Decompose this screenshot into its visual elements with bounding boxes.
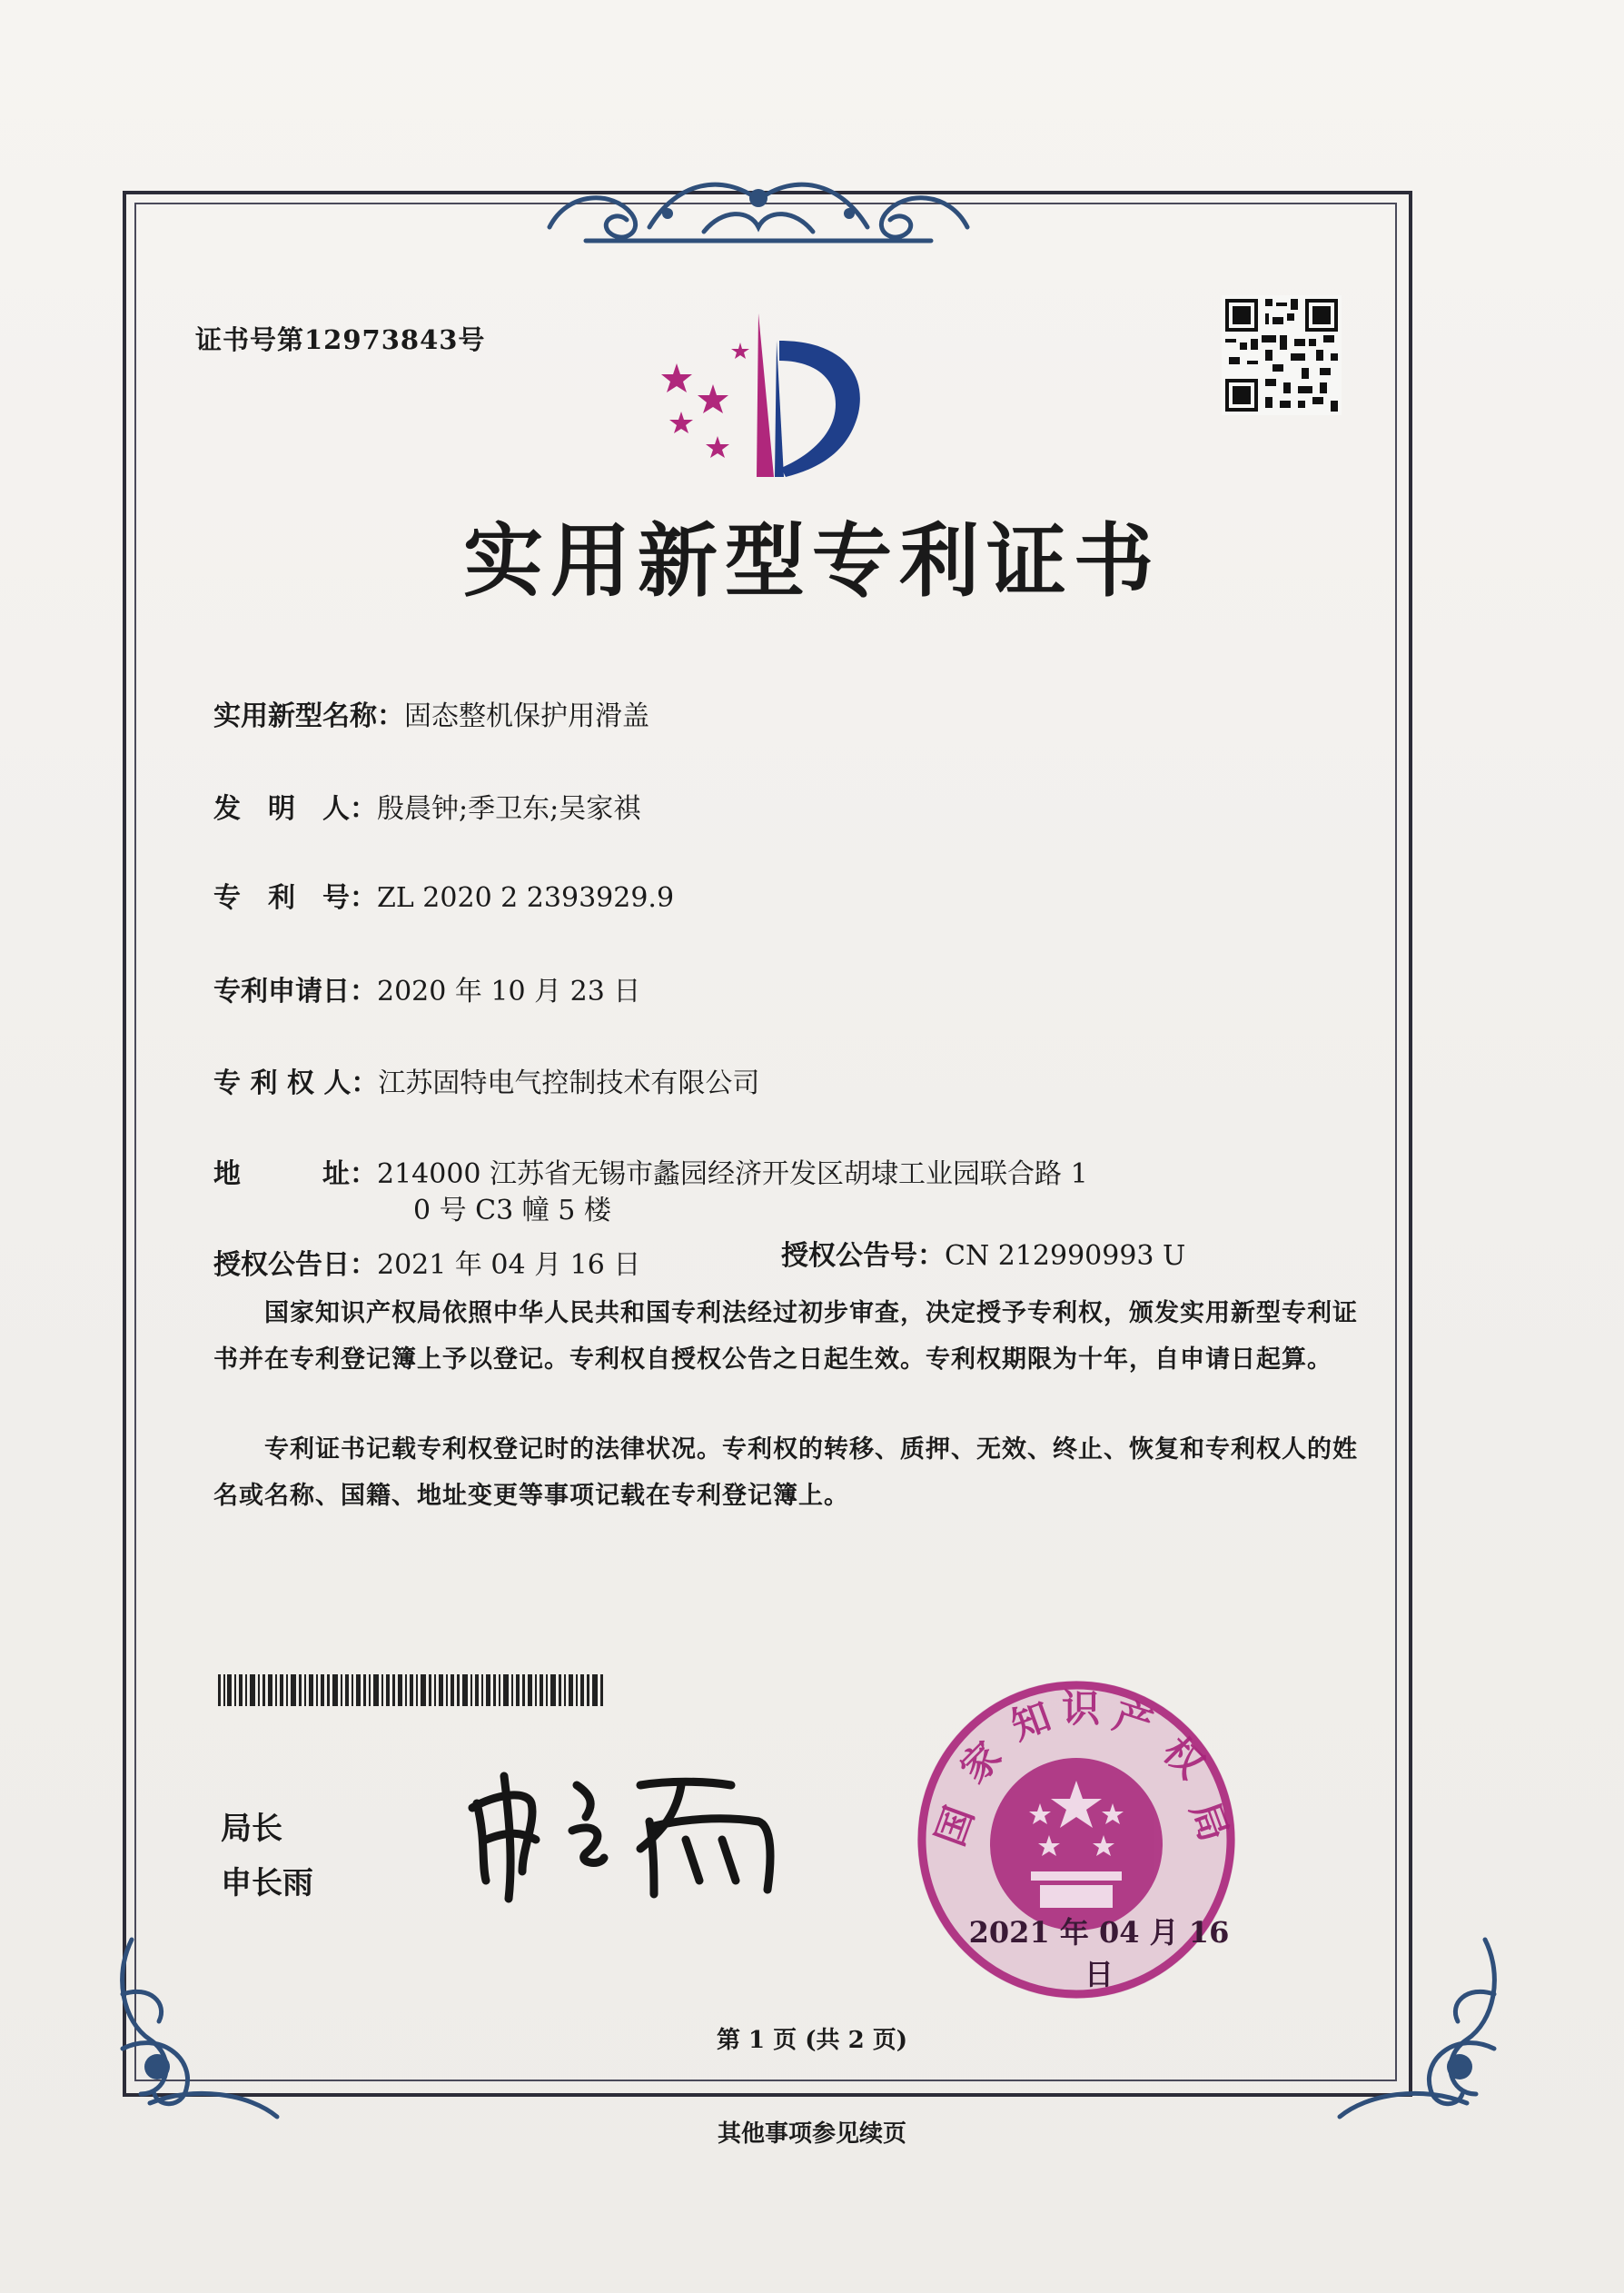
patent-number-row [213, 875, 674, 915]
grant-date-value: 2021 年 04 月 16 日 [377, 1249, 641, 1281]
filing-date-label: 专利申请日： [213, 976, 377, 1008]
grant-number-value: CN 212990993 U [945, 1240, 1186, 1272]
filing-date-value: 2020 年 10 月 23 日 [377, 976, 641, 1008]
svg-text:识: 识 [1061, 1686, 1101, 1731]
director-name: 申长雨 [221, 1865, 313, 1901]
director-title: 局长 [221, 1811, 282, 1847]
utility-name-value: 固态整机保护用滑盖 [404, 700, 649, 732]
patentee-row [213, 1060, 759, 1100]
legal-paragraph-2: 专利证书记载专利权登记时的法律状况。专利权的转移、质押、无效、终止、恢复和专利权人的姓名或名称、国籍、地址变更等事项记载在专利登记簿上。 [213, 1435, 1358, 1510]
address-value-line1: 214000 江苏省无锡市蠡园经济开发区胡埭工业园联合路 1 [377, 1158, 1088, 1190]
inventor-row [213, 786, 640, 826]
grant-date-label: 授权公告日： [213, 1249, 377, 1281]
svg-text:家: 家 [951, 1732, 1010, 1792]
address-row-2 [413, 1187, 611, 1227]
qr-code-icon [1222, 295, 1342, 415]
page-number: 第 1 页 (共 2 页) [716, 2027, 908, 2054]
cnipa-logo-icon [649, 304, 876, 486]
patentee-value: 江苏固特电气控制技术有限公司 [378, 1067, 760, 1099]
grant-date-row [213, 1242, 640, 1282]
patentee-label: 专 利 权 人： [213, 1067, 379, 1099]
legal-paragraph-1: 国家知识产权局依照中华人民共和国专利法经过初步审查，决定授予专利权，颁发实用新型专利证书并在专利登记簿上予以登记。专利权自授权公告之日起生效。专利权期限为十年，自申请日起算。 [213, 1299, 1358, 1374]
svg-text:产: 产 [1107, 1692, 1159, 1748]
utility-name-label: 实用新型名称： [213, 700, 404, 732]
svg-text:局: 局 [1182, 1795, 1237, 1848]
inventor-value: 殷晨钟;季卫东;吴家祺 [377, 793, 641, 825]
director-signature [459, 1767, 804, 1903]
filing-date-row [213, 968, 640, 1008]
svg-text:国: 国 [927, 1800, 983, 1852]
certificate-title: 实用新型专利证书 [462, 513, 1161, 608]
certificate-number: 证书号第12973843号 [195, 324, 486, 355]
address-value-line2: 0 号 C3 幢 5 楼 [413, 1195, 611, 1226]
seal-date: 2021 年 04 月 16 日 [968, 1915, 1230, 1991]
patent-number-value: ZL 2020 2 2393929.9 [377, 882, 675, 914]
svg-text:权: 权 [1154, 1728, 1213, 1787]
address-row [213, 1151, 1088, 1191]
utility-name-row [213, 693, 649, 733]
grant-number-row [781, 1233, 1185, 1273]
address-label: 地 址： [213, 1158, 377, 1190]
barcode-icon [218, 1674, 604, 1706]
svg-text:知: 知 [1005, 1693, 1057, 1749]
top-ornament-icon [531, 164, 985, 250]
footer-note: 其他事项参见续页 [717, 2120, 906, 2148]
patent-number-label: 专 利 号： [213, 882, 377, 914]
inventor-label: 发 明 人： [213, 793, 377, 825]
grant-number-label: 授权公告号： [781, 1240, 945, 1272]
